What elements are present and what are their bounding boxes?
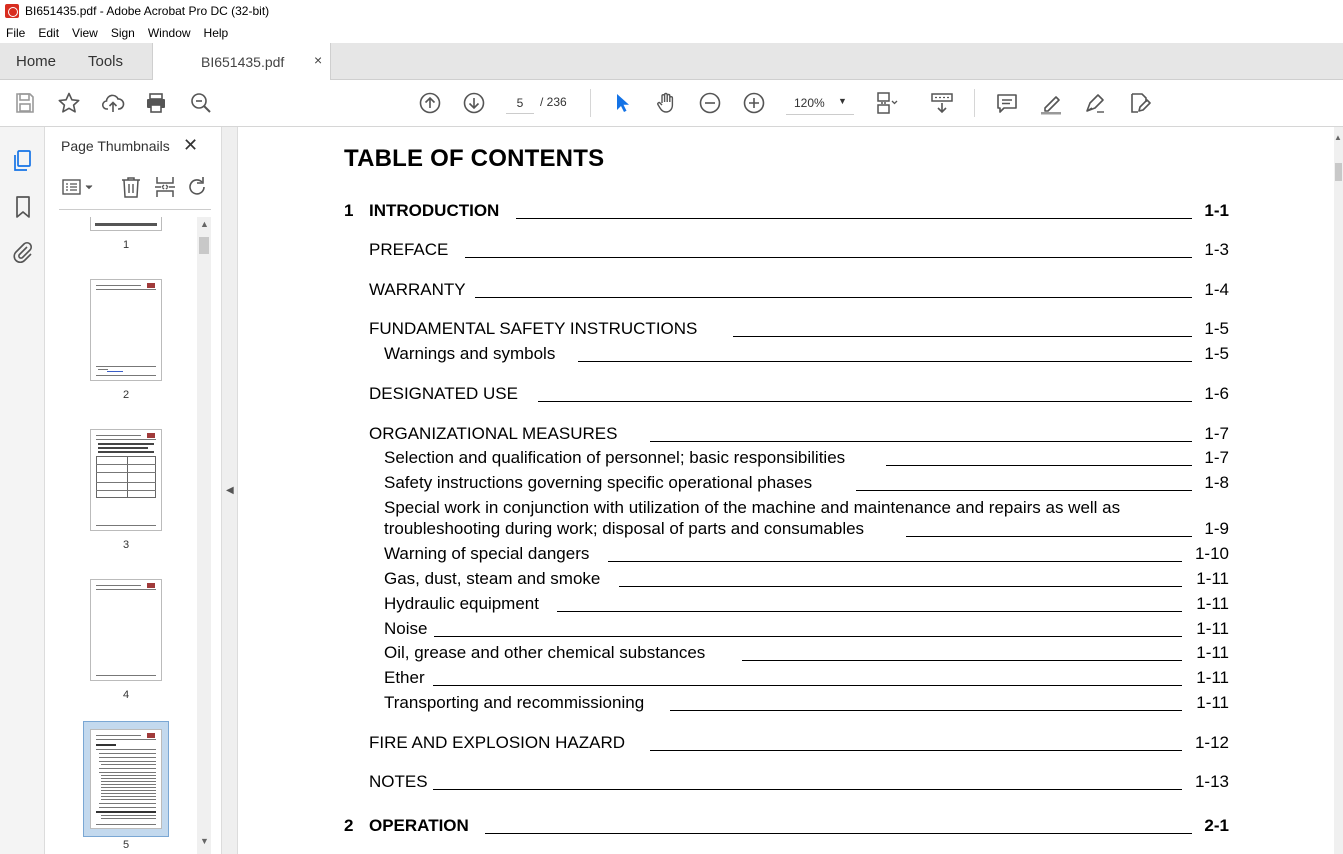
toc-leader <box>619 586 1182 587</box>
page-thumbnail-selected[interactable] <box>90 729 162 829</box>
extract-pages-icon[interactable] <box>153 175 177 199</box>
zoom-out-icon[interactable] <box>698 91 722 115</box>
thumbnail-scrollbar[interactable] <box>197 217 211 854</box>
scroll-mode-icon[interactable] <box>930 91 954 115</box>
tab-bar <box>0 43 1343 80</box>
toc-page-number: 1-1 <box>1204 201 1229 220</box>
main-toolbar <box>0 80 1343 127</box>
tab-tools[interactable]: Tools <box>88 53 124 70</box>
chevron-down-icon: ▼ <box>838 96 847 106</box>
scroll-down-icon[interactable]: ▼ <box>200 836 209 846</box>
toc-page-number: 1-11 <box>1196 693 1229 712</box>
close-panel-icon[interactable]: ✕ <box>183 135 199 155</box>
toc-leader <box>433 789 1182 790</box>
menu-window[interactable]: Window <box>147 25 191 40</box>
page-thumbnail-number: 4 <box>122 689 130 701</box>
toc-entry-label[interactable]: Warning of special dangers <box>384 544 590 563</box>
delete-page-icon[interactable] <box>119 175 143 199</box>
scrollbar-thumb[interactable] <box>1335 163 1342 181</box>
toc-page-number: 1-6 <box>1204 384 1229 403</box>
toc-heading: TABLE OF CONTENTS <box>344 145 605 172</box>
toc-entry-label[interactable]: ORGANIZATIONAL MEASURES <box>369 424 618 443</box>
page-thumbnails-icon[interactable] <box>11 149 35 173</box>
toc-page-number: 1-12 <box>1194 733 1229 752</box>
menu-file[interactable]: File <box>6 25 26 40</box>
toc-page-number: 1-10 <box>1194 544 1229 563</box>
attachments-icon[interactable] <box>11 240 35 264</box>
toc-chapter-number: 1 <box>344 201 354 220</box>
toc-entry-label[interactable]: Hydraulic equipment <box>384 594 539 613</box>
menu-help[interactable]: Help <box>203 25 229 40</box>
toc-leader <box>475 297 1192 298</box>
toc-entry-label-continued[interactable]: troubleshooting during work; disposal of parts and consumables <box>384 519 865 538</box>
toc-entry-label[interactable]: PREFACE <box>369 240 449 259</box>
toc-leader <box>538 401 1192 402</box>
toc-entry-label[interactable]: Warnings and symbols <box>384 344 556 363</box>
page-number-input[interactable] <box>506 92 534 114</box>
toc-leader <box>670 710 1182 711</box>
comment-icon[interactable] <box>995 91 1019 115</box>
page-thumbnail-number: 1 <box>122 239 130 251</box>
toc-leader <box>465 257 1192 258</box>
toc-leader <box>485 833 1192 834</box>
toc-entry-label[interactable]: WARRANTY <box>369 280 466 299</box>
toc-leader <box>906 536 1192 537</box>
options-menu-icon[interactable] <box>61 175 97 199</box>
toc-page-number: 1-4 <box>1204 280 1229 299</box>
tab-document[interactable] <box>152 43 331 80</box>
scrollbar-thumb[interactable] <box>199 237 209 254</box>
toc-page-number: 1-7 <box>1204 424 1229 443</box>
toc-page-number: 1-11 <box>1196 594 1229 613</box>
page-thumbnail-number: 3 <box>122 539 130 551</box>
toc-leader <box>608 561 1182 562</box>
toc-entry-label[interactable]: Selection and qualification of personnel; basic responsibilities <box>384 448 846 467</box>
close-tab-icon[interactable]: × <box>314 52 323 68</box>
window-title: BI651435.pdf - Adobe Acrobat Pro DC (32-bit) <box>25 4 270 18</box>
navigation-rail <box>0 127 45 854</box>
toc-entry-label[interactable]: Transporting and recommissioning <box>384 693 645 712</box>
toc-page-number: 1-11 <box>1196 668 1229 687</box>
toc-page-number: 1-11 <box>1196 619 1229 638</box>
panel-title: Page Thumbnails <box>61 138 170 154</box>
toc-page-number: 1-11 <box>1196 643 1229 662</box>
toc-page-number: 1-9 <box>1204 519 1229 538</box>
toc-page-number: 1-7 <box>1204 448 1229 467</box>
sign-pen-icon[interactable] <box>1083 91 1107 115</box>
page-thumbnail[interactable] <box>90 579 162 681</box>
toc-leader <box>433 685 1182 686</box>
collapse-panel-icon[interactable]: ◀ <box>226 485 234 496</box>
page-display-icon[interactable] <box>874 91 898 115</box>
acrobat-app-icon <box>5 4 19 18</box>
toc-leader <box>434 636 1182 637</box>
toc-page-number: 1-8 <box>1204 473 1229 492</box>
fill-sign-icon[interactable] <box>1127 91 1151 115</box>
toolbar-divider <box>590 89 591 117</box>
toc-entry-label[interactable]: Noise <box>384 619 428 638</box>
menu-edit[interactable]: Edit <box>38 25 60 40</box>
page-thumbnail-number: 2 <box>122 389 130 401</box>
bookmarks-icon[interactable] <box>11 195 35 219</box>
toc-entry-label[interactable]: Gas, dust, steam and smoke <box>384 569 601 588</box>
toc-entry-label[interactable]: FUNDAMENTAL SAFETY INSTRUCTIONS <box>369 319 698 338</box>
toc-page-number: 2-1 <box>1204 816 1229 835</box>
toc-leader <box>886 465 1192 466</box>
print-icon[interactable] <box>144 91 168 115</box>
search-zoom-icon[interactable] <box>189 91 213 115</box>
menu-bar <box>0 22 1343 43</box>
scroll-up-icon[interactable]: ▲ <box>1334 133 1342 142</box>
toc-leader <box>742 660 1182 661</box>
hand-tool-icon[interactable] <box>654 91 678 115</box>
toc-entry-label[interactable]: Special work in conjunction with utilization of the machine and maintenance and repairs as well as <box>384 498 1121 517</box>
toc-page-number: 1-3 <box>1204 240 1229 259</box>
document-scrollbar[interactable] <box>1334 127 1343 854</box>
toc-entry-label[interactable]: FIRE AND EXPLOSION HAZARD <box>369 733 625 752</box>
next-page-icon[interactable] <box>462 91 486 115</box>
toc-leader <box>650 441 1192 442</box>
toc-entry-label[interactable]: INTRODUCTION <box>369 201 500 220</box>
toc-chapter-number: 2 <box>344 816 354 835</box>
toolbar-divider <box>974 89 975 117</box>
toc-leader <box>557 611 1182 612</box>
page-thumbnail[interactable] <box>90 217 162 231</box>
panel-divider <box>59 209 211 210</box>
toc-entry-label[interactable]: Oil, grease and other chemical substances <box>384 643 706 662</box>
toc-leader <box>856 490 1192 491</box>
zoom-in-icon[interactable] <box>742 91 766 115</box>
toc-page-number: 1-5 <box>1204 344 1229 363</box>
select-cursor-icon[interactable] <box>610 91 634 115</box>
toc-page-number: 1-13 <box>1194 772 1229 791</box>
rotate-page-icon[interactable] <box>185 175 209 199</box>
page-total-label: / 236 <box>540 95 567 109</box>
toc-page-number: 1-5 <box>1204 319 1229 338</box>
thumbnails-panel <box>45 127 221 854</box>
toc-entry-label[interactable]: DESIGNATED USE <box>369 384 518 403</box>
zoom-value: 120% <box>794 96 825 110</box>
toc-leader <box>733 336 1192 337</box>
toc-leader <box>578 361 1192 362</box>
zoom-dropdown[interactable] <box>786 91 854 115</box>
save-icon[interactable] <box>13 91 37 115</box>
panel-splitter[interactable] <box>221 127 238 854</box>
menu-sign[interactable]: Sign <box>110 25 135 40</box>
highlight-pen-icon[interactable] <box>1039 91 1063 115</box>
document-tab-label: BI651435.pdf <box>201 54 285 70</box>
tab-home[interactable]: Home <box>16 53 57 70</box>
thumbnail-toolbar <box>59 175 209 201</box>
page-thumbnail-number: 5 <box>122 839 130 851</box>
toc-entry-label[interactable]: Safety instructions governing specific operational phases <box>384 473 813 492</box>
title-bar <box>0 0 1343 22</box>
page-thumbnail[interactable] <box>90 279 162 381</box>
toc-leader <box>650 750 1182 751</box>
previous-page-icon[interactable] <box>418 91 442 115</box>
scroll-up-icon[interactable]: ▲ <box>200 219 209 229</box>
toc-page-number: 1-11 <box>1196 569 1229 588</box>
upload-icon[interactable] <box>101 91 125 115</box>
page-thumbnail[interactable] <box>90 429 162 531</box>
menu-view[interactable]: View <box>72 25 98 40</box>
toc-entry-label[interactable]: OPERATION <box>369 816 469 835</box>
toc-leader <box>516 218 1192 219</box>
star-icon[interactable] <box>57 91 81 115</box>
toc-entry-label[interactable]: Ether <box>384 668 425 687</box>
toc-entry-label[interactable]: NOTES <box>369 772 428 791</box>
